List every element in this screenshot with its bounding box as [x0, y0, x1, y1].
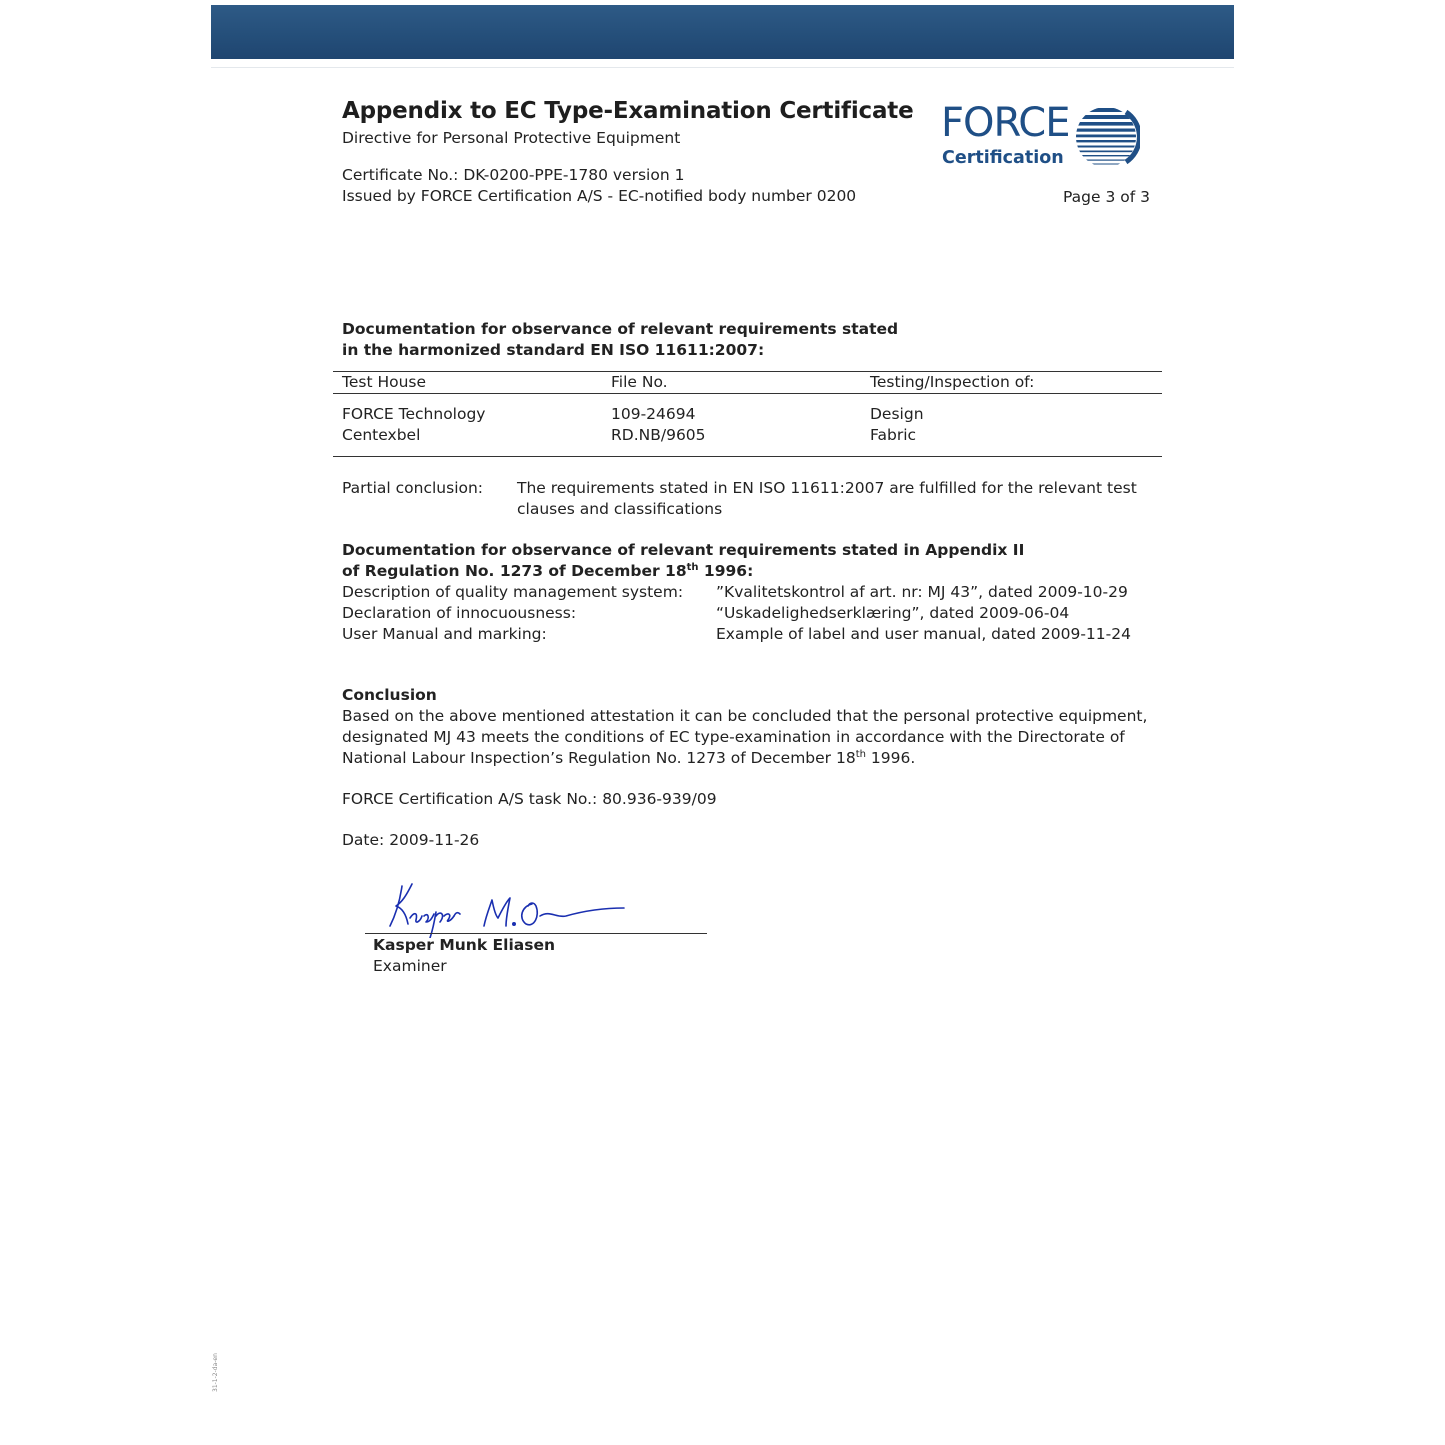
force-logo-subtitle: Certification — [942, 148, 1064, 168]
page-indicator: Page 3 of 3 — [1063, 188, 1150, 206]
signature-line — [365, 933, 707, 934]
table-bottom-rule — [333, 456, 1162, 457]
issued-by: Issued by FORCE Certification A/S - EC-notified body number 0200 — [342, 187, 857, 205]
section2-heading-line1: Documentation for observance of relevant requirements stated in Appendix II — [342, 541, 1025, 559]
top-banner — [211, 5, 1234, 59]
banner-divider — [211, 67, 1234, 68]
table-cell: FORCE Technology — [342, 405, 486, 423]
conclusion-line3-text: National Labour Inspection’s Regulation No. 1273 of December 18 — [342, 749, 856, 767]
table-cell: Centexbel — [342, 426, 421, 444]
table-cell: 109-24694 — [611, 405, 696, 423]
partial-conclusion-line1: The requirements stated in EN ISO 11611:2007 are fulfilled for the relevant test — [517, 479, 1137, 497]
section2-heading-tail: 1996: — [698, 562, 754, 580]
table-top-rule — [333, 371, 1162, 372]
table-header-rule — [333, 393, 1162, 394]
doc-item-value: “Uskadelighedserklæring”, dated 2009-06-04 — [716, 604, 1070, 622]
doc-item-label: User Manual and marking: — [342, 625, 547, 643]
partial-conclusion-line2: clauses and classifications — [517, 500, 723, 518]
conclusion-line2: designated MJ 43 meets the conditions of EC type-examination in accordance with the Directorate of — [342, 728, 1125, 746]
force-logo-word: FORCE — [941, 100, 1070, 146]
document-code: 31-1-2-da-en — [212, 1353, 219, 1392]
task-number: FORCE Certification A/S task No.: 80.936-939/09 — [342, 790, 717, 808]
section1-heading-line2: in the harmonized standard EN ISO 11611:2007: — [342, 341, 765, 359]
section1-heading-line1: Documentation for observance of relevant requirements stated — [342, 320, 899, 338]
table-cell: Design — [870, 405, 924, 423]
conclusion-line3-sup: th — [855, 748, 866, 760]
issue-date: Date: 2009-11-26 — [342, 831, 480, 849]
signatory-name: Kasper Munk Eliasen — [373, 936, 555, 954]
certificate-number: Certificate No.: DK-0200-PPE-1780 version 1 — [342, 166, 685, 184]
table-header-test-house: Test House — [342, 373, 427, 391]
handwritten-signature — [380, 878, 630, 938]
conclusion-line3 — [342, 749, 915, 767]
doc-item-value: ”Kvalitetskontrol af art. nr: MJ 43”, dated 2009-10-29 — [716, 583, 1128, 601]
section2-heading-text: of Regulation No. 1273 of December 18 — [342, 562, 687, 580]
section2-heading-sup: th — [686, 561, 699, 573]
doc-item-label: Declaration of innocuousness: — [342, 604, 577, 622]
table-header-testing: Testing/Inspection of: — [870, 373, 1035, 391]
conclusion-line3-tail: 1996. — [865, 749, 916, 767]
doc-item-value: Example of label and user manual, dated 2009-11-24 — [716, 625, 1131, 643]
document-title: Appendix to EC Type-Examination Certificate — [342, 98, 914, 124]
table-cell: RD.NB/9605 — [611, 426, 706, 444]
partial-conclusion-label: Partial conclusion: — [342, 479, 484, 497]
document-subtitle: Directive for Personal Protective Equipment — [342, 129, 681, 147]
signatory-role: Examiner — [373, 957, 447, 975]
conclusion-line1: Based on the above mentioned attestation it can be concluded that the personal protective equipment, — [342, 707, 1148, 725]
conclusion-heading: Conclusion — [342, 686, 437, 704]
section2-heading-line2 — [342, 562, 753, 580]
table-cell: Fabric — [870, 426, 917, 444]
force-globe-icon — [1072, 106, 1140, 168]
doc-item-label: Description of quality management system: — [342, 583, 684, 601]
table-header-file-no: File No. — [611, 373, 668, 391]
